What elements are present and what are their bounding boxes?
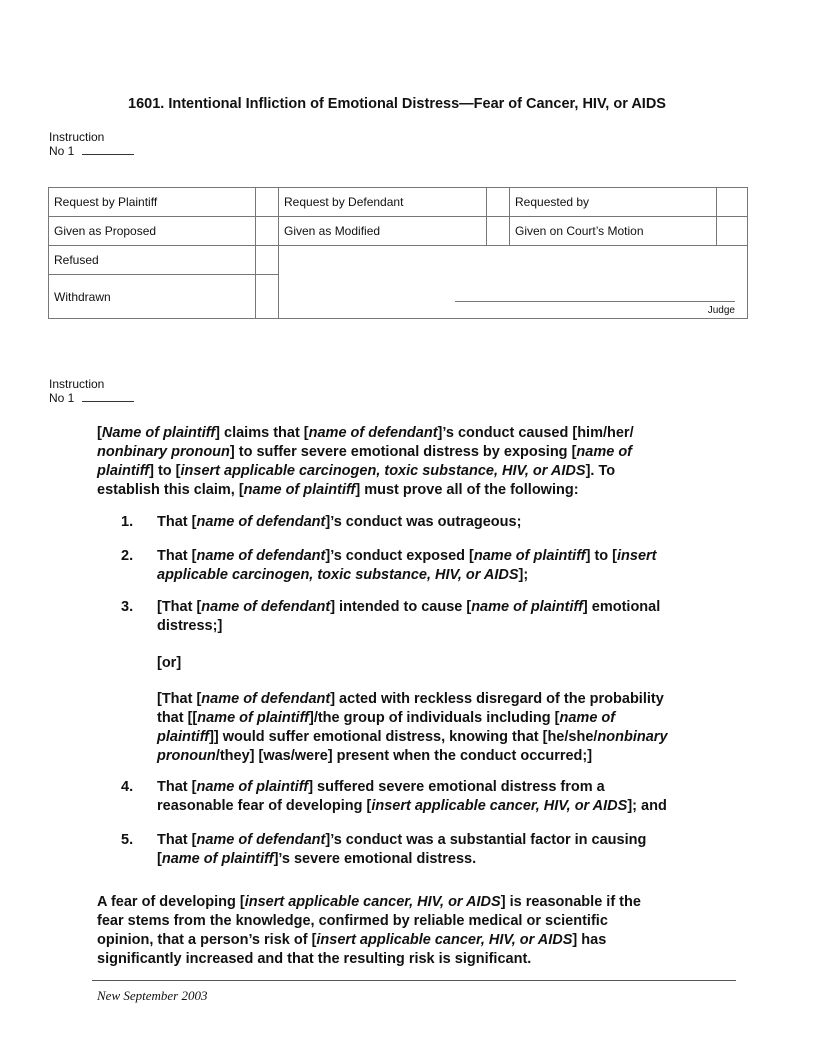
item-text: That [name of defendant]’s conduct exposed [name of plaintiff] to [insert applicable carcinogen, toxic substance, HIV, or AIDS]; xyxy=(157,548,657,583)
page-title xyxy=(0,96,816,112)
instruction-no: No 1 xyxy=(49,144,75,158)
footer-divider xyxy=(92,980,736,981)
checkbox-request-by-defendant[interactable] xyxy=(487,188,510,217)
intro-paragraph: [Name of plaintiff] claims that [name of defendant]’s conduct caused [him/her/ nonbinary pronoun] to suffer severe emotional distress by exposing [name of plaintiff] to [insert applicable carcinogen, toxic substance, HIV, or AIDS]. To establish this claim, [name of plaintiff] must prove all of the following: xyxy=(97,425,634,498)
request-status-table xyxy=(48,187,748,319)
item-text: [That [name of defendant] intended to cause [name of plaintiff] emotional distress;] xyxy=(157,599,661,634)
footer-note: New September 2003 xyxy=(97,988,208,1003)
cell-refused: Refused xyxy=(49,246,256,275)
checkbox-given-on-courts-motion[interactable] xyxy=(717,217,748,246)
instruction-no-blank[interactable] xyxy=(82,144,134,155)
checkbox-requested-by[interactable] xyxy=(717,188,748,217)
cell-request-by-plaintiff: Request by Plaintiff xyxy=(49,188,256,217)
instruction-number-bottom xyxy=(49,377,134,405)
cell-withdrawn: Withdrawn xyxy=(49,275,256,319)
item-text: That [name of defendant]’s conduct was a substantial factor in causing [name of plaintiff]’s severe emotional distress. xyxy=(157,832,647,867)
or-text: [or] xyxy=(157,655,182,671)
checkbox-withdrawn[interactable] xyxy=(256,275,279,319)
cell-requested-by: Requested by xyxy=(510,188,717,217)
instruction-label: Instruction xyxy=(49,130,105,144)
cell-given-as-modified: Given as Modified xyxy=(279,217,487,246)
instruction-number-top xyxy=(49,130,134,158)
checkbox-given-as-modified[interactable] xyxy=(487,217,510,246)
item-text: [That [name of defendant] acted with reckless disregard of the probability that [[name of plaintiff]/the group of individuals including [name of plaintiff]] would suffer emotional distress, knowing that [he/she/nonbinary pronoun/they] [was/were] present when the conduct occurred;] xyxy=(157,691,668,764)
judge-signature-line[interactable] xyxy=(455,301,735,302)
checkbox-refused[interactable] xyxy=(256,246,279,275)
item-number: 1. xyxy=(121,514,134,530)
item-number: 3. xyxy=(121,599,134,615)
item-text: That [name of defendant]’s conduct was outrageous; xyxy=(157,514,522,530)
title-text: 1601. Intentional Infliction of Emotional Distress—Fear of Cancer, HIV, or AIDS xyxy=(128,96,666,112)
instruction-no-blank[interactable] xyxy=(82,391,134,402)
item-number: 2. xyxy=(121,548,134,564)
closing-paragraph: A fear of developing [insert applicable cancer, HIV, or AIDS] is reasonable if the fear stems from the knowledge, confirmed by reliable medical or scientific opinion, that a person’s risk of [insert applicable cancer, HIV, or AIDS] has significantly increased and that the resulting risk is significant. xyxy=(97,894,641,967)
judge-label: Judge xyxy=(707,305,735,316)
item-text: That [name of plaintiff] suffered severe emotional distress from a reasonable fear of developing [insert applicable cancer, HIV, or AIDS]; and xyxy=(157,779,667,814)
checkbox-request-by-plaintiff[interactable] xyxy=(256,188,279,217)
instruction-label: Instruction xyxy=(49,377,105,391)
item-number: 5. xyxy=(121,832,134,848)
instruction-no: No 1 xyxy=(49,391,75,405)
cell-given-as-proposed: Given as Proposed xyxy=(49,217,256,246)
cell-request-by-defendant: Request by Defendant xyxy=(279,188,487,217)
item-number: 4. xyxy=(121,779,134,795)
judge-signature-area xyxy=(279,246,748,319)
checkbox-given-as-proposed[interactable] xyxy=(256,217,279,246)
cell-given-on-courts-motion: Given on Court’s Motion xyxy=(510,217,717,246)
